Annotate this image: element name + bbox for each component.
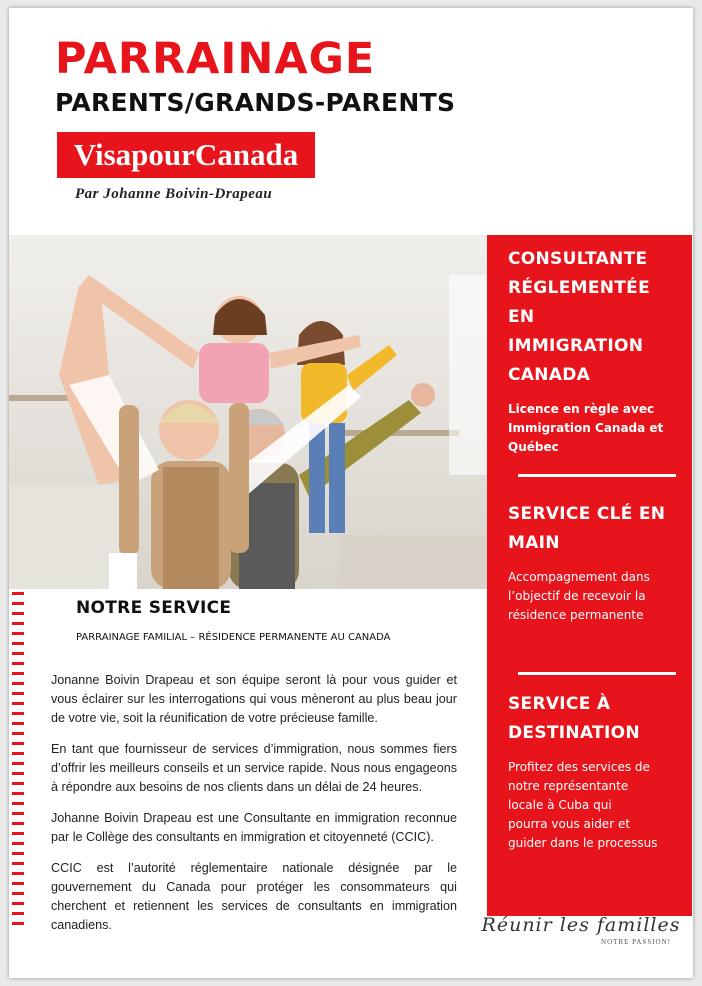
- heading-line: RÉGLEMENTÉE EN: [508, 278, 650, 327]
- brochure-page: [9, 8, 693, 978]
- service-description: [51, 671, 457, 947]
- body-line: résidence permanente: [508, 608, 644, 622]
- sidebar-block-turnkey: [508, 500, 682, 625]
- sidebar-text: [508, 568, 682, 625]
- signature-script: Réunir les familles: [481, 914, 681, 936]
- paragraph: En tant que fournisseur de services d’immigration, nous sommes fiers d’offrir les meilleurs conseils et un service rapide. Nous nous engageons à répondre aux besoins de nos clients dans un délai de 24 heures.: [51, 742, 457, 794]
- divider: [518, 672, 676, 675]
- sidebar-panel: [487, 235, 692, 916]
- sidebar-block-destination: [508, 690, 682, 853]
- signature: [471, 914, 691, 946]
- paragraph: CCIC est l’autorité réglementaire nationale désignée par le gouvernement du Canada pour protéger les consommateurs qui cherchent et retiennent les services de consultants en immigration canadiens.: [51, 861, 457, 932]
- sidebar-heading: [508, 245, 682, 390]
- sidebar-heading: [508, 500, 682, 558]
- body-line: pourra vous aider et: [508, 817, 631, 831]
- heading-line: SERVICE CLÉ EN: [508, 504, 666, 524]
- body-line: Québec: [508, 440, 559, 454]
- body-line: Licence en règle avec: [508, 402, 655, 416]
- heading-line: CANADA: [508, 365, 591, 385]
- body-line: Accompagnement dans: [508, 570, 650, 584]
- body-line: l’objectif de recevoir la: [508, 589, 646, 603]
- author-byline: Par Johanne Boivin-Drapeau: [75, 186, 273, 202]
- body-line: notre représentante: [508, 779, 629, 793]
- paragraph: Johanne Boivin Drapeau est une Consultante en immigration reconnue par le Collège des consultants en immigration et citoyenneté (CCIC).: [51, 811, 457, 844]
- page-title: PARRAINAGE: [55, 34, 376, 84]
- heading-line: IMMIGRATION: [508, 336, 644, 356]
- body-line: guider dans le processus: [508, 836, 658, 850]
- body-line: Immigration Canada et: [508, 421, 664, 435]
- body-line: locale à Cuba qui: [508, 798, 612, 812]
- heading-line: CONSULTANTE: [508, 249, 648, 269]
- family-photo-illustration: [9, 235, 487, 589]
- paragraph: Jonanne Boivin Drapeau et son équipe seront là pour vous guider et vous éclairer sur les interrogations qui vous mèneront au plus beau jour de votre vie, soit la réunification de votre précieuse famille.: [51, 673, 457, 725]
- divider: [518, 474, 676, 477]
- heading-line: MAIN: [508, 533, 560, 553]
- family-photo: [9, 235, 487, 589]
- heading-line: DESTINATION: [508, 723, 640, 743]
- section-subtitle: PARRAINAGE FAMILIAL – RÉSIDENCE PERMANENTE AU CANADA: [76, 632, 391, 643]
- body-line: Profitez des services de: [508, 760, 650, 774]
- sidebar-heading: [508, 690, 682, 748]
- heading-line: SERVICE À: [508, 694, 611, 714]
- signature-tagline: NOTRE PASSION!: [601, 938, 671, 946]
- decorative-stripes: [9, 592, 25, 932]
- brand-logo: VisapourCanada: [57, 132, 315, 178]
- sidebar-block-consultant: [508, 245, 682, 457]
- page-subtitle: PARENTS/GRANDS-PARENTS: [55, 88, 456, 117]
- section-title: NOTRE SERVICE: [76, 598, 232, 618]
- sidebar-text: [508, 758, 682, 853]
- sidebar-text: [508, 400, 682, 457]
